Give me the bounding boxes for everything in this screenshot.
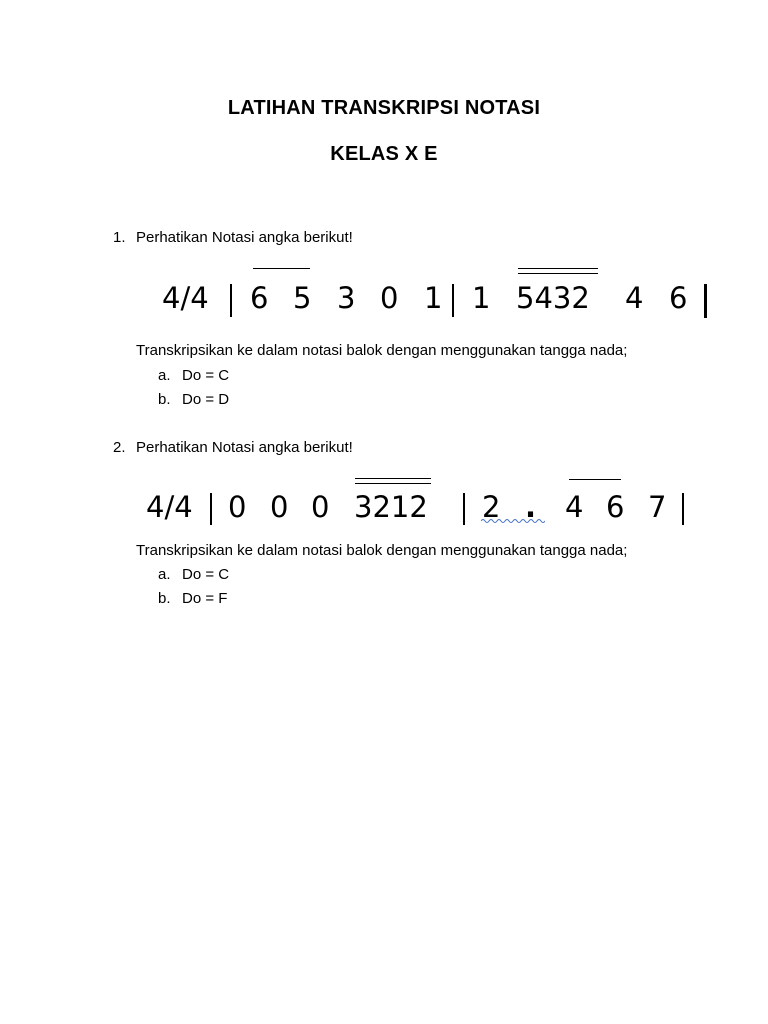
time-signature: 4/4 bbox=[146, 490, 193, 524]
question-number: 1. bbox=[113, 229, 126, 246]
note: 0 bbox=[228, 490, 247, 524]
question-prompt: Perhatikan Notasi angka berikut! bbox=[136, 439, 353, 456]
option-text: Do = F bbox=[182, 590, 228, 607]
dot-extension: . bbox=[525, 490, 537, 524]
beam-line bbox=[518, 273, 598, 274]
note: 1 bbox=[424, 281, 443, 315]
bar-line bbox=[230, 284, 232, 317]
note-group: 5432 bbox=[516, 281, 590, 315]
question-number: 2. bbox=[113, 439, 126, 456]
instruction-text: Transkripsikan ke dalam notasi balok dengan menggunakan tangga nada; bbox=[136, 542, 628, 559]
beam-line bbox=[355, 483, 431, 484]
option-text: Do = C bbox=[182, 367, 230, 384]
beam-line bbox=[253, 268, 310, 269]
question-prompt: Perhatikan Notasi angka berikut! bbox=[136, 229, 353, 246]
note: 6 bbox=[606, 490, 625, 524]
note: 6 bbox=[250, 281, 269, 315]
number-notation bbox=[0, 490, 768, 529]
beam-line bbox=[355, 478, 431, 479]
bar-line bbox=[452, 284, 454, 317]
note: 7 bbox=[648, 490, 667, 524]
note: 6 bbox=[669, 281, 688, 315]
option-text: Do = D bbox=[182, 391, 230, 408]
note: 4 bbox=[625, 281, 644, 315]
bar-line-end bbox=[682, 493, 684, 525]
beam-line bbox=[518, 268, 598, 269]
page-subtitle: KELAS X E bbox=[330, 143, 438, 165]
note: 1 bbox=[472, 281, 491, 315]
bar-line-end bbox=[704, 284, 707, 318]
option-text: Do = C bbox=[182, 566, 230, 583]
note: 0 bbox=[270, 490, 289, 524]
option-letter: a. bbox=[158, 566, 171, 583]
option-letter: b. bbox=[158, 590, 171, 607]
beam-line bbox=[569, 479, 621, 480]
spellcheck-underline bbox=[481, 518, 545, 523]
note: 5 bbox=[293, 281, 312, 315]
instruction-text: Transkripsikan ke dalam notasi balok dengan menggunakan tangga nada; bbox=[136, 342, 628, 359]
option-letter: a. bbox=[158, 367, 171, 384]
note: 4 bbox=[565, 490, 584, 524]
note: 0 bbox=[311, 490, 330, 524]
note: 0 bbox=[380, 281, 399, 315]
note: 3 bbox=[337, 281, 356, 315]
bar-line bbox=[210, 493, 212, 525]
note: 2 bbox=[482, 490, 501, 524]
page-title: LATIHAN TRANSKRIPSI NOTASI bbox=[227, 97, 541, 119]
number-notation bbox=[0, 281, 768, 320]
bar-line bbox=[463, 493, 465, 525]
note-group: 3212 bbox=[354, 490, 428, 524]
option-letter: b. bbox=[158, 391, 171, 408]
time-signature: 4/4 bbox=[162, 281, 209, 315]
